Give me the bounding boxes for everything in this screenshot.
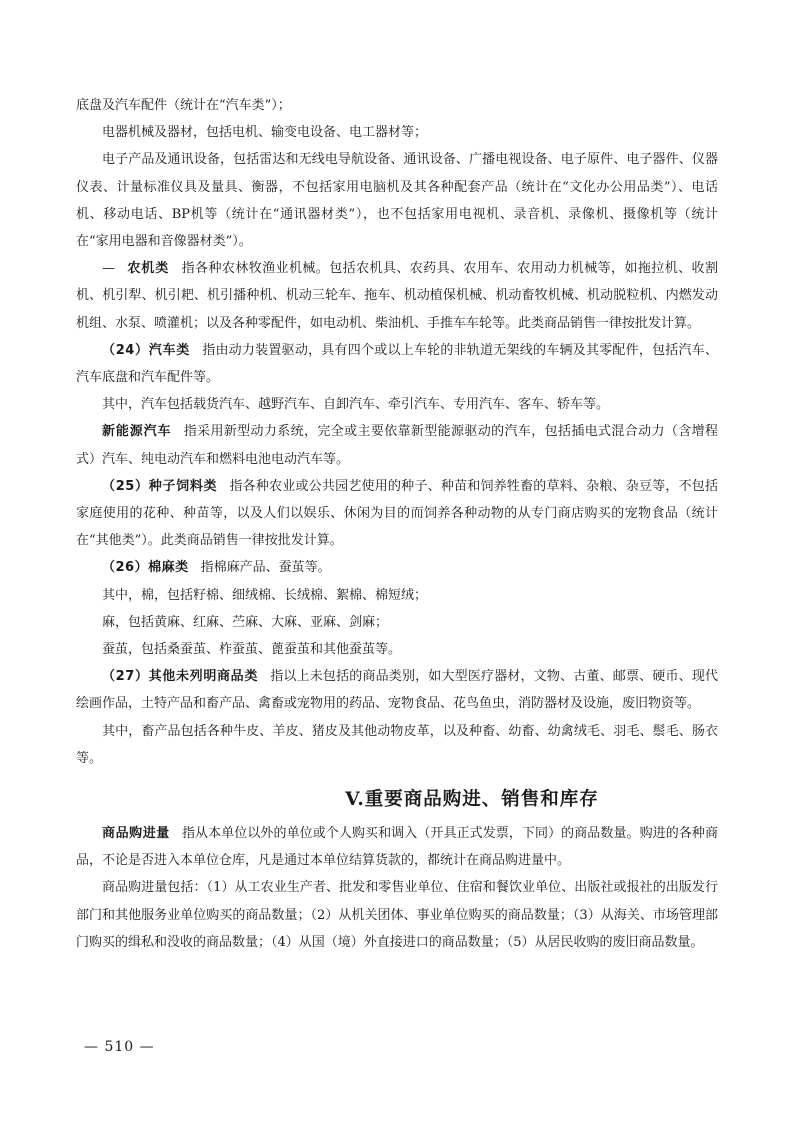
term-automobiles: （24）汽车类: [102, 342, 190, 358]
paragraph-text: 指棉麻产品、蚕茧等。: [200, 560, 331, 576]
term-cotton-hemp: （26）棉麻类: [102, 560, 189, 576]
paragraph-text: 商品购进量包括：（1）从工农业生产者、批发和零售业单位、住宿和餐饮业单位、出版社或报社的出版发行部门和其他服务业单位购买的商品数量；（2）从机关团体、事业单位购买的商品数量；（3）从海关、市场管理部门购买的缉私和没收的商品数量；（4）从国（境）外直接进口的商品数量；（5）从居民收购的废旧商品数量。: [76, 880, 718, 950]
paragraph-dash: —: [102, 261, 115, 277]
paragraph-purchase-volume: [76, 820, 718, 874]
paragraph-cotton: [76, 582, 718, 609]
paragraph-electrical-machinery: [76, 119, 718, 146]
paragraph-text: 指各种农业或公共园艺使用的种子、种苗和饲养牲畜的草料、杂粮、杂豆等，不包括家庭使用的花种、种苗等，以及人们以娱乐、休闲为目的而饲养各种动物的从专门商店购买的宠物食品（统计在“其他类”）。此类商品销售一律按批发计算。: [76, 478, 718, 549]
paragraph-cocoons: [76, 636, 718, 663]
paragraph-text: 其中，畜产品包括各种牛皮、羊皮、猪皮及其他动物皮革，以及种畜、幼畜、幼禽绒毛、羽毛、鬃毛、肠衣等。: [76, 723, 718, 766]
paragraph-text: 指各种农林牧渔业机械。包括农机具、农药具、农用车、农用动力机械等，如拖拉机、收割机、机引犁、机引耙、机引播种机、机动三轮车、拖车、机动植保机械、机动畜牧机械、机动脱粒机、内燃发动机组、水泵、喷灌机；以及各种零配件，如电动机、柴油机、手推车车轮等。此类商品销售一律按批发计算。: [76, 261, 718, 331]
paragraph-text: 其中，汽车包括载货汽车、越野汽车、自卸汽车、牵引汽车、专用汽车、客车、轿车等。: [102, 397, 610, 413]
paragraph-cotton-hemp: [76, 554, 718, 581]
paragraph-text: 电器机械及器材，包括电机、输变电设备、电工器材等；: [102, 125, 428, 141]
section-title: V.重要商品购进、销售和库存: [345, 789, 599, 811]
document-page: [76, 92, 718, 956]
term-purchase-volume: 商品购进量: [102, 826, 170, 842]
paragraph-text: 电子产品及通讯设备，包括雷达和无线电导航设备、通讯设备、广播电视设备、电子原件、电子器件、仪器仪表、计量标准仪具及量具、衡器，不包括家用电脑机及其各种配套产品（统计在“文化办公用品类”）、电话机、移动电话、BP机等（统计在“通讯器材类”），也不包括家用电视机、录音机、录像机、摄像机等（统计在“家用电器和音像器材类”）。: [76, 152, 718, 250]
paragraph-text: 指采用新型动力系统，完全或主要依靠新型能源驱动的汽车，包括插电式混合动力（含增程式）汽车、纯电动汽车和燃料电池电动汽车等。: [76, 424, 718, 467]
term-seeds-feed: （25）种子饲料类: [102, 478, 218, 494]
term-agricultural-machinery: 农机类: [127, 261, 170, 277]
paragraph-text: 蚕茧，包括桑蚕茧、柞蚕茧、蓖蚕茧和其他蚕茧等。: [102, 642, 402, 658]
paragraph-text: 指以上未包括的商品类别，如大型医疗器材，文物、古董、邮票、硬币、现代绘画作品，土特产品和畜产品、禽畜或宠物用的药品、宠物食品、花鸟鱼虫，消防器材及设施，废旧物资等。: [76, 669, 718, 712]
term-new-energy-vehicles: 新能源汽车: [102, 424, 172, 440]
paragraph-text: 麻，包括黄麻、红麻、苎麻、大麻、亚麻、剑麻；: [102, 614, 389, 630]
page-number: — 510 —: [84, 1039, 155, 1055]
paragraph-text: 指从本单位以外的单位或个人购买和调入（开具正式发票，下同）的商品数量。购进的各种商品，不论是否进入本单位仓库，凡是通过本单位结算货款的，都统计在商品购进量中。: [76, 826, 718, 869]
paragraph-auto-parts: [76, 92, 718, 119]
paragraph-text: 底盘及汽车配件（统计在“汽车类”）；: [76, 98, 291, 113]
section-body: [76, 820, 718, 956]
paragraph-seeds-feed: [76, 473, 718, 555]
paragraph-automobiles: [76, 337, 718, 391]
term-other-goods: （27）其他未列明商品类: [102, 669, 259, 685]
paragraph-hemp: [76, 609, 718, 636]
paragraph-automobile-types: [76, 391, 718, 418]
paragraph-purchase-volume-includes: [76, 874, 718, 956]
category-definitions: [76, 92, 718, 772]
paragraph-text: 指由动力装置驱动，具有四个或以上车轮的非轨道无架线的车辆及其零配件，包括汽车、汽车底盘和汽车配件等。: [76, 342, 718, 386]
paragraph-agricultural-machinery: [76, 255, 718, 337]
paragraph-animal-products: [76, 718, 718, 772]
paragraph-other-goods: [76, 663, 718, 717]
paragraph-electronics: [76, 146, 718, 255]
paragraph-text: 其中，棉，包括籽棉、细绒棉、长绒棉、絮棉、棉短绒；: [102, 587, 428, 603]
paragraph-new-energy-vehicles: [76, 418, 718, 472]
